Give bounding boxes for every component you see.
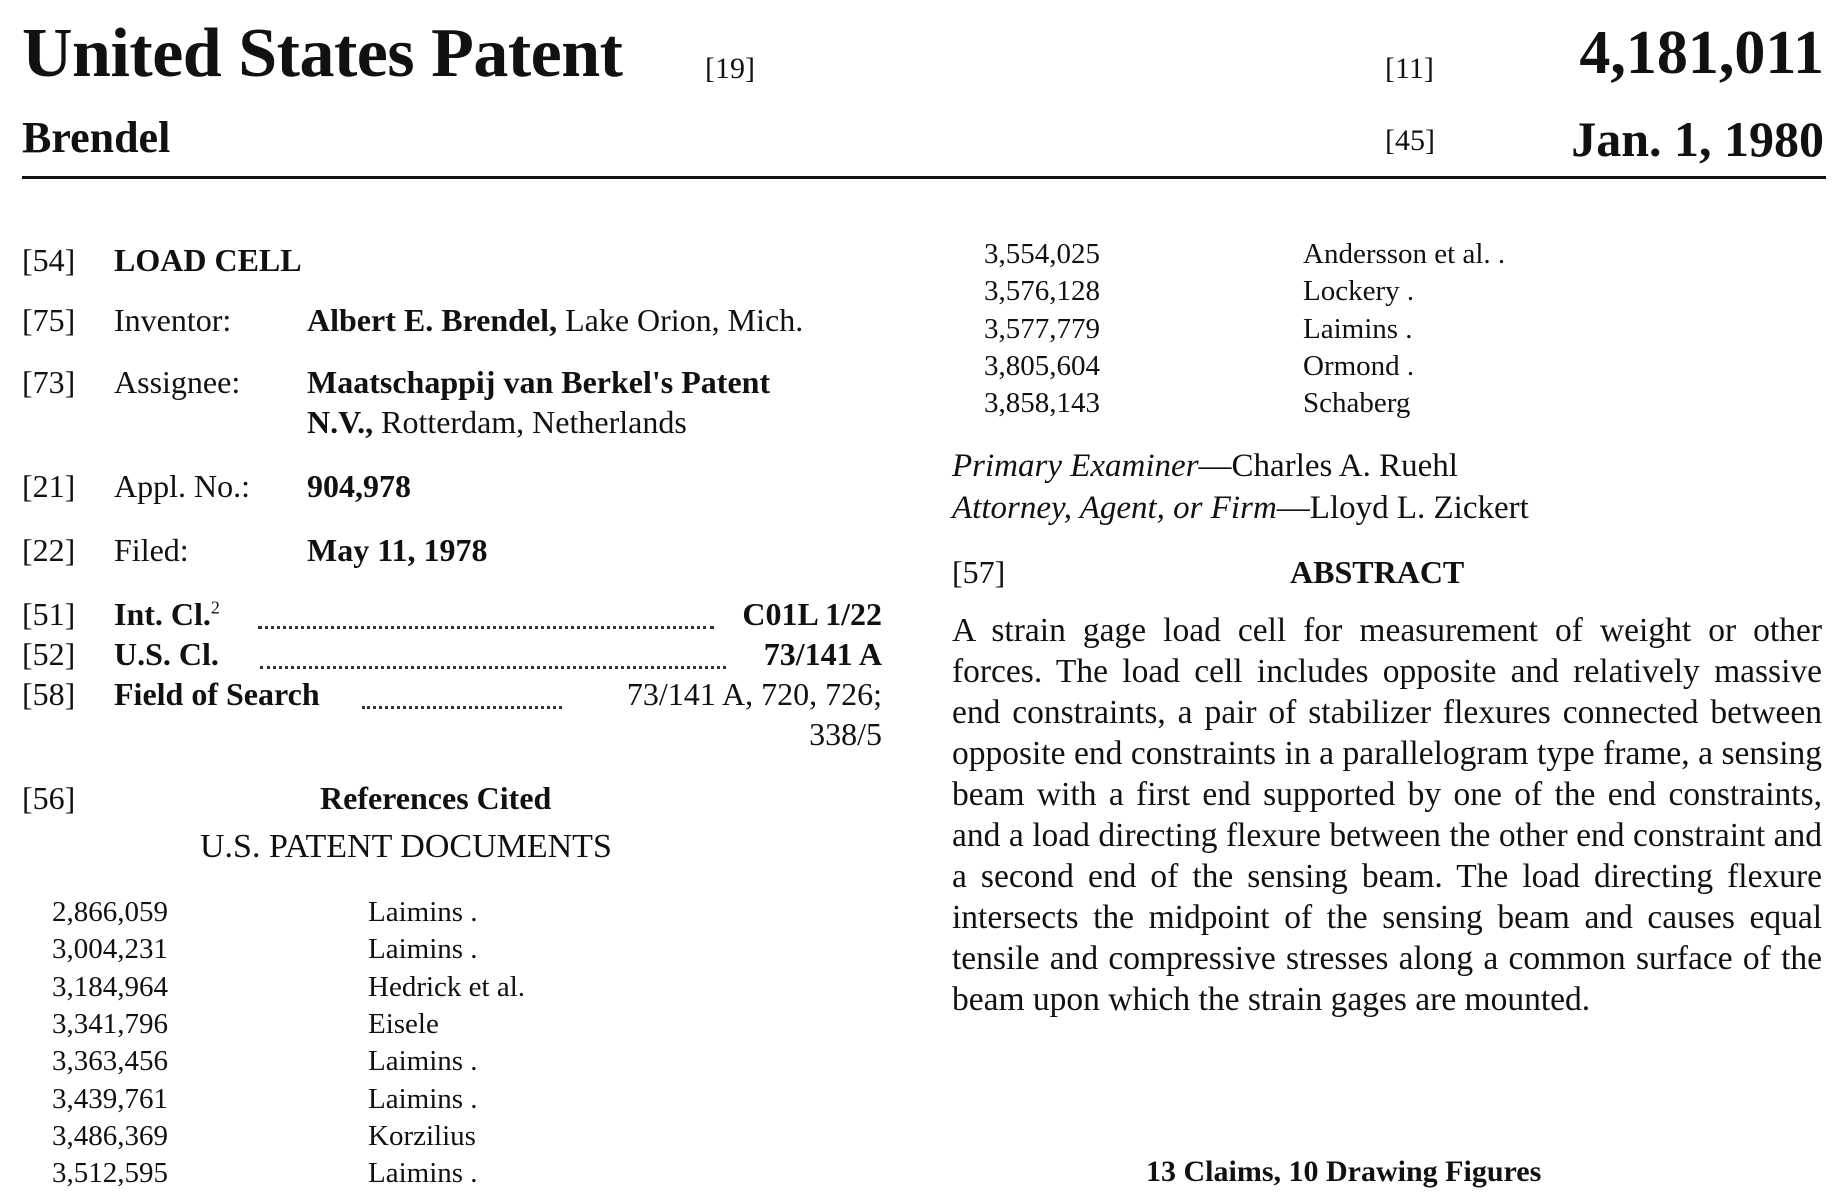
attorney [952, 490, 1529, 527]
inid-code-19: [19] [705, 52, 755, 85]
reference-name: Andersson et al. . [1303, 238, 1506, 270]
patent-number: 4,181,011 [1579, 19, 1824, 87]
reference-name: Schaberg [1303, 387, 1411, 420]
reference-number: 3,363,456 [52, 1045, 168, 1078]
reference-name: Laimins . [368, 1082, 478, 1115]
field-of-search-label: Field of Search [114, 676, 320, 712]
inid-code-58: [58] [22, 676, 76, 712]
inid-code-22: [22] [22, 532, 76, 568]
attorney-name: —Lloyd L. Zickert [1276, 490, 1529, 526]
reference-name: Eisele [368, 1007, 439, 1040]
reference-number: 3,554,025 [984, 238, 1100, 270]
reference-name: Laimins . [368, 1157, 478, 1190]
inventor-value [307, 302, 803, 339]
int-cl-label-text: Int. Cl. [114, 596, 211, 632]
assignee-line2 [307, 404, 687, 441]
abstract-heading: ABSTRACT [1290, 554, 1465, 590]
reference-number: 3,439,761 [52, 1082, 168, 1115]
field-of-search-value-line2: 338/5 [809, 716, 882, 752]
reference-name: Hedrick et al. [368, 970, 526, 1003]
us-cl-leader [260, 666, 726, 669]
inid-code-54: [54] [22, 242, 76, 278]
reference-number: 3,486,369 [52, 1119, 168, 1152]
reference-name: Ormond . [1303, 349, 1415, 382]
references-heading: References Cited [320, 780, 552, 816]
inid-code-75: [75] [22, 302, 76, 338]
field-of-search-value-line1: 73/141 A, 720, 726; [626, 676, 882, 712]
inventor-location: Lake Orion, Mich. [565, 302, 804, 338]
reference-number: 3,184,964 [52, 970, 168, 1003]
assignee-name-line1: Maatschappij van Berkel's Patent [307, 364, 771, 400]
reference-name: Lockery . [1303, 275, 1415, 308]
patent-header-title: United States Patent [22, 15, 623, 92]
reference-number: 2,866,059 [52, 896, 168, 928]
inid-code-57: [57] [952, 554, 1006, 590]
int-cl-label [114, 596, 220, 633]
field-of-search-leader [362, 706, 562, 709]
primary-examiner-name: —Charles A. Ruehl [1198, 448, 1458, 484]
attorney-label: Attorney, Agent, or Firm [952, 490, 1277, 526]
inid-code-52: [52] [22, 636, 76, 672]
patent-date: Jan. 1, 1980 [1571, 111, 1824, 167]
inid-code-45: [45] [1385, 124, 1435, 157]
assignee-label: Assignee: [114, 364, 241, 400]
reference-number: 3,576,128 [984, 275, 1100, 308]
reference-name: Laimins . [1303, 312, 1413, 345]
reference-number: 3,858,143 [984, 387, 1100, 420]
references-subheading: U.S. PATENT DOCUMENTS [200, 828, 612, 865]
primary-examiner-label: Primary Examiner [952, 448, 1199, 484]
reference-number: 3,512,595 [52, 1157, 168, 1190]
int-cl-leader [258, 626, 714, 629]
reference-name: Laimins . [368, 896, 478, 928]
reference-name: Korzilius [368, 1119, 476, 1152]
assignee-name-line2: N.V., [307, 404, 374, 440]
inid-code-73: [73] [22, 364, 76, 400]
int-cl-value: C01L 1/22 [742, 596, 882, 632]
reference-number: 3,577,779 [984, 312, 1100, 345]
filed-value: May 11, 1978 [307, 532, 488, 568]
primary-examiner [952, 448, 1458, 485]
inid-code-21: [21] [22, 468, 76, 504]
header-inventor-surname: Brendel [22, 113, 171, 162]
claims-summary: 13 Claims, 10 Drawing Figures [1146, 1155, 1542, 1188]
inventor-label: Inventor: [114, 302, 232, 338]
inid-code-51: [51] [22, 596, 76, 632]
inventor-name: Albert E. Brendel, [307, 302, 558, 338]
reference-number: 3,805,604 [984, 349, 1100, 382]
filed-label: Filed: [114, 532, 189, 568]
reference-number: 3,004,231 [52, 933, 168, 966]
reference-name: Laimins . [368, 933, 478, 966]
appl-no-label: Appl. No.: [114, 468, 250, 504]
reference-name: Laimins . [368, 1045, 478, 1078]
abstract-text: A strain gage load cell for measurement of weight or other forces. The load cell includes opposite and relatively massive end constraints, a pair of stabilizer flexures connected between opposite end constraints in a parallelogram type frame, a sensing beam with a first end supported by one of the end constraints, and a load directing flexure between the other end constraint and a second end of the sensing beam. The load directing flexure intersects the midpoint of the sensing beam and causes equal tensile and compressive stresses along a common surface of the beam upon which the strain gages are mounted. [952, 612, 1822, 1018]
us-cl-label: U.S. Cl. [114, 636, 219, 672]
assignee-location: Rotterdam, Netherlands [381, 404, 687, 440]
header-divider [22, 176, 1826, 179]
invention-title: LOAD CELL [114, 242, 302, 278]
us-cl-value: 73/141 A [763, 636, 882, 672]
int-cl-edition: 2 [210, 597, 220, 618]
reference-number: 3,341,796 [52, 1007, 168, 1040]
inid-code-11: [11] [1385, 52, 1434, 85]
inid-code-56: [56] [22, 780, 76, 816]
appl-no-value: 904,978 [307, 468, 411, 504]
